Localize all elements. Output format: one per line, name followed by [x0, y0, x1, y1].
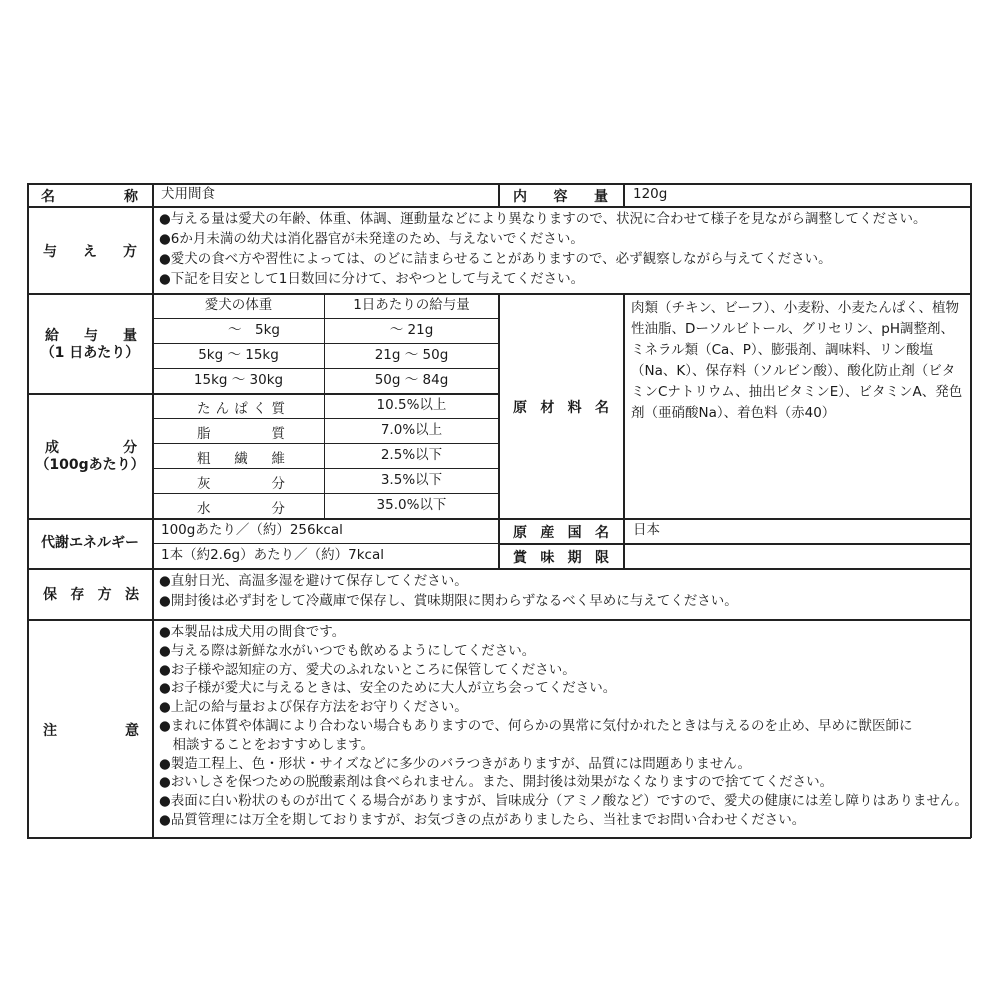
expiry-label: 賞 味 期 限: [513, 550, 609, 566]
ingredients-line: ミンCナトリウム、抽出ビタミンE）、ビタミンA、発色: [631, 384, 963, 400]
caution-line: ●製造工程上、色・形状・サイズなどに多少のバラつきがありますが、品質には問題ありません。: [159, 755, 752, 772]
how-to-feed-line: ●愛犬の食べ方や習性によっては、のどに詰まらせることがありますので、必ず観察しながら与えてください。: [159, 251, 832, 267]
caution-line: ●本製品は成犬用の間食です。: [159, 624, 346, 640]
composition-item-fat: 脂 質: [197, 426, 285, 442]
feeding-row-amount: 50g 〜 84g: [374, 372, 449, 388]
feeding-header-amount: 1日あたりの給与量: [353, 297, 470, 313]
storage-label: 保 存 方 法: [43, 587, 139, 603]
composition-item-ash: 灰 分: [197, 476, 285, 492]
ingredients-line: 肉類（チキン、ビーフ）、小麦粉、小麦たんぱく、植物: [631, 300, 960, 316]
composition-value: 7.0%以上: [380, 422, 443, 438]
name-value: 犬用間食: [161, 186, 215, 202]
feeding-amount-label: 給 与 量: [45, 328, 137, 344]
storage-line: ●開封後は必ず封をして冷蔵庫で保存し、賞味期限に関わらずなるべく早めに与えてください。: [159, 593, 738, 609]
composition-item-fiber: 粗 繊 維: [197, 451, 285, 467]
storage-line: ●直射日光、高温多湿を避けて保存してください。: [159, 573, 468, 589]
caution-line: ●上記の給与量および保存方法をお守りください。: [159, 699, 468, 716]
caution-line: ●与える際は新鮮な水がいつでも飲めるようにしてください。: [159, 642, 536, 659]
energy-label: 代謝エネルギー: [41, 535, 139, 551]
composition-sublabel: （100gあたり）: [35, 457, 145, 473]
how-to-feed-line: ●与える量は愛犬の年齢、体重、体調、運動量などにより異なりますので、状況に合わせて様子を見ながら調整してください。: [159, 211, 927, 227]
energy-per-piece: 1本（約2.6g）あたり／（約）7kcal: [161, 547, 384, 563]
caution-line: 相談することをおすすめします。: [159, 736, 375, 753]
caution-text: [159, 624, 968, 829]
ingredients-text: [631, 298, 962, 424]
how-to-feed-line: ●下記を目安として1日数回に分けて、おやつとして与えてください。: [159, 271, 585, 287]
feeding-amount-sublabel: （1 日あたり）: [40, 345, 140, 361]
caution-line: ●お子様や認知症の方、愛犬のふれないところに保管してください。: [159, 661, 576, 678]
composition-item-protein: た ん ぱ く 質: [197, 401, 285, 417]
energy-per-100g: 100gあたり／（約）256kcal: [161, 522, 343, 538]
composition-value: 35.0%以下: [376, 497, 447, 513]
caution-line: ●品質管理には万全を期しておりますが、お気づきの点がありましたら、当社までお問い合わせください。: [159, 811, 806, 828]
origin-value: 日本: [633, 522, 660, 538]
ingredients-label: 原 材 料 名: [513, 400, 609, 416]
feeding-row-weight: 〜 5kg: [228, 322, 280, 338]
name-label: 名 称: [41, 189, 138, 205]
how-to-feed-text: [159, 211, 927, 288]
feeding-row-amount: 〜 21g: [389, 322, 434, 338]
ingredients-line: （Na、K）、保存料（ソルビン酸）、酸化防止剤（ビタ: [631, 363, 956, 379]
composition-label: 成 分: [45, 440, 137, 456]
feeding-row-amount: 21g 〜 50g: [374, 347, 449, 363]
feeding-row-weight: 5kg 〜 15kg: [198, 347, 279, 363]
origin-label: 原 産 国 名: [513, 525, 609, 541]
composition-value: 2.5%以下: [380, 447, 443, 463]
composition-value: 10.5%以上: [376, 397, 447, 413]
ingredients-line: ミネラル類（Ca、P）、膨張剤、調味料、リン酸塩: [631, 342, 934, 358]
how-to-feed-label: 与 え 方: [43, 244, 137, 260]
storage-text: [159, 573, 738, 610]
caution-line: ●表面に白い粉状のものが出てくる場合がありますが、旨味成分（アミノ酸など）ですので、愛犬の健康には差し障りはありません。: [159, 793, 968, 810]
how-to-feed-line: ●6か月未満の幼犬は消化器官が未発達のため、与えないでください。: [159, 231, 584, 247]
caution-line: ●おいしさを保つための脱酸素剤は食べられません。また、開封後は効果がなくなりますので捨ててください。: [159, 774, 834, 791]
content-value: 120g: [633, 186, 668, 202]
ingredients-line: 剤（亜硝酸Na）、着色料（赤40）: [631, 405, 836, 421]
feeding-header-weight: 愛犬の体重: [204, 297, 273, 313]
caution-line: ●お子様が愛犬に与えるときは、安全のために大人が立ち会ってください。: [159, 680, 617, 697]
composition-value: 3.5%以下: [380, 472, 443, 488]
feeding-row-weight: 15kg 〜 30kg: [193, 372, 284, 388]
composition-item-moisture: 水 分: [197, 501, 285, 517]
caution-line: ●まれに体質や体調により合わない場合もありますので、何らかの異常に気付かれたときは与えるのを止め、早めに獣医師に: [159, 717, 913, 734]
caution-label: 注 意: [43, 723, 139, 739]
ingredients-line: 性油脂、Dーソルビトール、グリセリン、pH調整剤、: [631, 321, 955, 337]
product-info-table: [27, 183, 971, 838]
content-label: 内 容 量: [513, 189, 608, 205]
